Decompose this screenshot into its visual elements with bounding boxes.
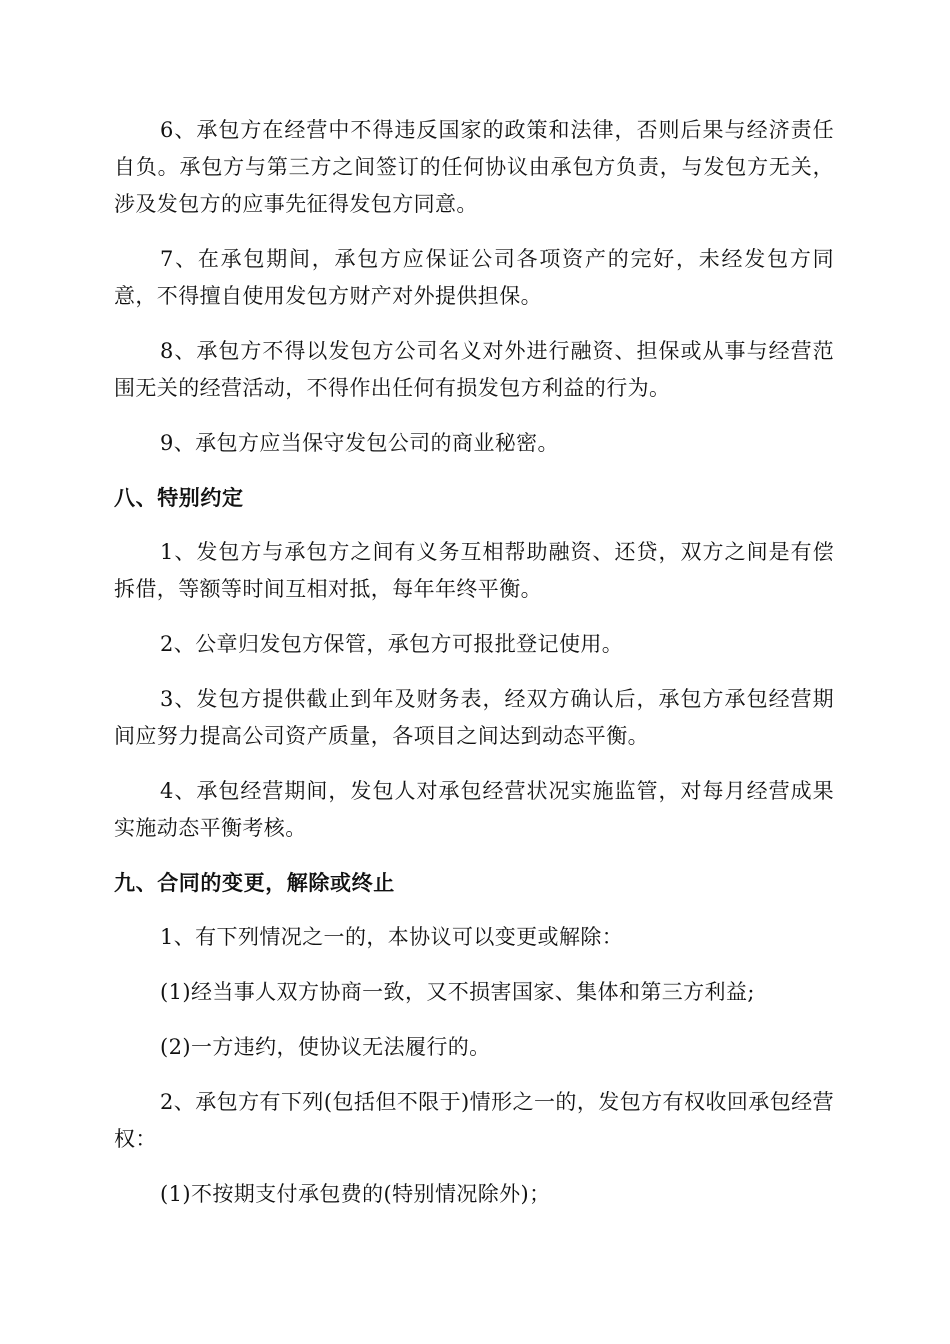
section-9-item-1-sub-1: (1)经当事人双方协商一致，又不损害国家、集体和第三方利益; — [160, 980, 755, 1004]
clause-6: 6、承包方在经营中不得违反国家的政策和法律，否则后果与经济责任自负。承包方与第三方之间签订的任何协议由承包方负责，与发包方无关，涉及发包方的应事先征得发包方同意。 — [114, 118, 834, 216]
section-8-item-4: 4、承包经营期间，发包人对承包经营状况实施监管，对每月经营成果实施动态平衡考核。 — [114, 779, 834, 840]
section-8-item-1: 1、发包方与承包方之间有义务互相帮助融资、还贷，双方之间是有偿拆借，等额等时间互相对抵，每年年终平衡。 — [114, 540, 834, 601]
clause-8: 8、承包方不得以发包方公司名义对外进行融资、担保或从事与经营范围无关的经营活动，不得作出任何有损发包方利益的行为。 — [114, 339, 834, 400]
clause-7: 7、在承包期间，承包方应保证公司各项资产的完好，未经发包方同意，不得擅自使用发包方财产对外提供担保。 — [114, 247, 834, 308]
section-9-item-1-sub-2: (2)一方违约，使协议无法履行的。 — [160, 1035, 491, 1059]
section-8-item-3: 3、发包方提供截止到年及财务表，经双方确认后，承包方承包经营期间应努力提高公司资产质量，各项目之间达到动态平衡。 — [114, 687, 834, 748]
section-9-heading: 九、合同的变更，解除或终止 — [114, 871, 395, 895]
document-page — [114, 112, 834, 1231]
section-8-item-2: 2、公章归发包方保管，承包方可报批登记使用。 — [160, 632, 624, 656]
section-9-item-2: 2、承包方有下列(包括但不限于)情形之一的，发包方有权收回承包经营权： — [114, 1090, 834, 1151]
section-8-heading: 八、特别约定 — [114, 486, 244, 510]
clause-9: 9、承包方应当保守发包公司的商业秘密。 — [160, 431, 559, 455]
section-9-item-1: 1、有下列情况之一的，本协议可以变更或解除： — [160, 925, 624, 949]
section-9-item-2-sub-1: (1)不按期支付承包费的(特别情况除外)； — [160, 1182, 551, 1206]
